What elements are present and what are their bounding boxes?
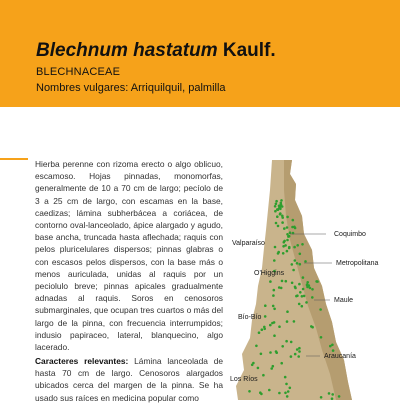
occurrence-dot xyxy=(315,280,318,283)
occurrence-dot xyxy=(290,341,293,344)
occurrence-dot xyxy=(286,250,289,253)
occurrence-dot xyxy=(275,351,278,354)
occurrence-dot xyxy=(281,221,284,224)
occurrence-dot xyxy=(306,283,309,286)
occurrence-dot xyxy=(287,390,290,393)
occurrence-dot xyxy=(296,348,299,351)
chile-map-svg xyxy=(226,160,400,400)
occurrence-dot xyxy=(275,203,278,206)
occurrence-dot xyxy=(278,392,281,395)
occurrence-dot xyxy=(261,328,264,331)
occurrence-dot xyxy=(291,282,294,285)
occurrence-dot xyxy=(283,227,286,230)
relevant-text: Lámina lanceolada de hasta 70 cm de largo. Cenosoros alargados ubicados cerca del margen de la pinna. Se ha usado sus raíces en medicina popular como xyxy=(35,356,224,403)
occurrence-dot xyxy=(298,303,301,306)
occurrence-dot xyxy=(278,286,281,289)
occurrence-dot xyxy=(274,205,277,208)
occurrence-dot xyxy=(281,345,284,348)
occurrence-dot xyxy=(302,288,305,291)
occurrence-dot xyxy=(272,294,275,297)
occurrence-dot xyxy=(295,295,298,298)
occurrence-dot xyxy=(329,345,332,348)
occurrence-dot xyxy=(328,392,331,395)
occurrence-dot xyxy=(282,252,285,255)
occurrence-dot xyxy=(332,349,335,352)
occurrence-dot xyxy=(301,295,304,298)
occurrence-dot xyxy=(298,283,301,286)
occurrence-dot xyxy=(291,263,294,266)
occurrence-dot xyxy=(286,239,289,242)
occurrence-dot xyxy=(276,208,279,211)
occurrence-dot xyxy=(302,276,305,279)
occurrence-dot xyxy=(280,362,283,365)
scientific-name: Blechnum hastatum xyxy=(36,40,218,61)
occurrence-dot xyxy=(273,334,276,337)
occurrence-dot xyxy=(293,226,296,229)
occurrence-dot xyxy=(286,320,289,323)
map-label-araucania: Araucanía xyxy=(324,353,356,360)
occurrence-dot xyxy=(286,216,289,219)
occurrence-dot xyxy=(320,336,323,339)
occurrence-dot xyxy=(338,395,341,398)
occurrence-dot xyxy=(309,287,312,290)
occurrence-dot xyxy=(270,367,273,370)
occurrence-dot xyxy=(272,305,275,308)
occurrence-dot xyxy=(284,392,287,395)
occurrence-dot xyxy=(264,315,267,318)
family-name: BLECHNACEAE xyxy=(36,66,121,78)
section-accent-line xyxy=(0,158,28,160)
occurrence-dot xyxy=(303,295,306,298)
occurrence-dot xyxy=(248,390,251,393)
species-title xyxy=(36,40,276,62)
occurrence-dot xyxy=(299,291,302,294)
occurrence-dot xyxy=(269,280,272,283)
occurrence-dot xyxy=(301,305,304,308)
occurrence-dot xyxy=(276,215,279,218)
occurrence-dot xyxy=(272,365,275,368)
occurrence-dot xyxy=(259,391,262,394)
occurrence-dot xyxy=(286,310,289,313)
occurrence-dot xyxy=(284,376,287,379)
occurrence-dot xyxy=(296,262,299,265)
occurrence-dot xyxy=(275,222,278,225)
occurrence-dot xyxy=(290,355,293,358)
description-text: Hierba perenne con rizoma erecto o algo oblicuo, escamoso. Hojas pinnadas, monomorfas, generalmente de 10 a 70 cm de largo; pecíolo de 3 a 25 cm de largo, con escamas en la base, caedizas; lámina subherbácea a coriácea, de contorno oval-lanceolado, ápice alargado y agudo, base ancha, truncada hasta aflechada; raquis con pelos pluricelulares dispersos; pinnas glabras o con escasos pelos dispersos, con la base más o menos auriculada, unidas al raquis por un peciolulo breve; pinnas apicales gradualmente adnadas al raquis. Soros en cenosoros submarginales, que ocupan tres cuartos o más del largo de la pinna, con frecuencia interrumpidos; indusio papiraceo, lateral, blanquecino, algo lacerado. xyxy=(35,159,223,353)
occurrence-dot xyxy=(273,259,276,262)
occurrence-dot xyxy=(294,353,297,356)
distribution-map xyxy=(226,160,400,400)
occurrence-dot xyxy=(283,241,286,244)
occurrence-dot xyxy=(286,233,289,236)
author-name: Kaulf. xyxy=(222,40,276,61)
occurrence-dot xyxy=(279,213,282,216)
occurrence-dot xyxy=(305,301,308,304)
occurrence-dot xyxy=(275,200,278,203)
occurrence-dot xyxy=(257,367,260,370)
relevant-heading: Caracteres relevantes: xyxy=(35,356,129,366)
occurrence-dot xyxy=(296,244,299,247)
common-names: Nombres vulgares: Arriquilquil, palmilla xyxy=(36,82,226,94)
occurrence-dot xyxy=(294,259,297,262)
map-label-coquimbo: Coquimbo xyxy=(334,231,366,238)
occurrence-dot xyxy=(263,328,266,331)
occurrence-dot xyxy=(319,308,322,311)
occurrence-dot xyxy=(277,225,280,228)
occurrence-dot xyxy=(274,246,277,249)
map-label-metropolitana: Metropolitana xyxy=(336,260,379,267)
occurrence-dot xyxy=(284,244,287,247)
occurrence-dot xyxy=(252,362,255,365)
occurrence-dot xyxy=(299,263,302,266)
occurrence-dot xyxy=(277,252,280,255)
occurrence-dot xyxy=(304,260,307,263)
occurrence-dot xyxy=(260,353,263,356)
occurrence-dot xyxy=(273,289,276,292)
map-label-valparaiso: Valparaíso xyxy=(232,240,265,247)
occurrence-dot xyxy=(262,374,265,377)
occurrence-dot xyxy=(298,347,301,350)
occurrence-dot xyxy=(289,387,292,390)
occurrence-dot xyxy=(285,340,288,343)
occurrence-dot xyxy=(258,331,261,334)
occurrence-dot xyxy=(311,288,314,291)
occurrence-dot xyxy=(292,269,295,272)
occurrence-dot xyxy=(293,320,296,323)
occurrence-dot xyxy=(281,280,284,283)
map-label-los-rios: Los Ríos xyxy=(230,376,258,383)
occurrence-dot xyxy=(285,383,288,386)
occurrence-dot xyxy=(278,325,281,328)
occurrence-dot xyxy=(331,393,334,396)
occurrence-dot xyxy=(320,396,323,399)
occurrence-dot xyxy=(306,281,309,284)
occurrence-dot xyxy=(264,304,267,307)
occurrence-dot xyxy=(274,210,277,213)
occurrence-dot xyxy=(280,199,283,202)
occurrence-dot xyxy=(286,395,289,398)
occurrence-dot xyxy=(271,322,274,325)
occurrence-dot xyxy=(269,351,272,354)
occurrence-dot xyxy=(268,389,271,392)
occurrence-dot xyxy=(285,280,288,283)
relevant-characters xyxy=(35,355,223,404)
occurrence-dot xyxy=(273,308,276,311)
occurrence-dot xyxy=(294,287,297,290)
occurrence-dot xyxy=(310,325,313,328)
occurrence-dot xyxy=(288,246,291,249)
occurrence-dot xyxy=(306,286,309,289)
occurrence-dot xyxy=(299,253,302,256)
occurrence-dot xyxy=(301,243,304,246)
map-label-maule: Maule xyxy=(334,297,354,304)
occurrence-dot xyxy=(280,203,283,206)
occurrence-dot xyxy=(289,231,292,234)
occurrence-dot xyxy=(311,296,314,299)
occurrence-dot xyxy=(255,345,258,348)
occurrence-dot xyxy=(292,219,295,222)
occurrence-dot xyxy=(269,324,272,327)
map-label-biobio: Bío-Bío xyxy=(238,314,262,321)
occurrence-dot xyxy=(297,355,300,358)
map-label-ohiggins: O'Higgins xyxy=(254,270,285,277)
occurrence-dot xyxy=(286,226,289,229)
occurrence-dot xyxy=(281,216,284,219)
occurrence-dot xyxy=(293,246,296,249)
occurrence-dot xyxy=(298,350,301,353)
occurrence-dot xyxy=(287,235,290,238)
